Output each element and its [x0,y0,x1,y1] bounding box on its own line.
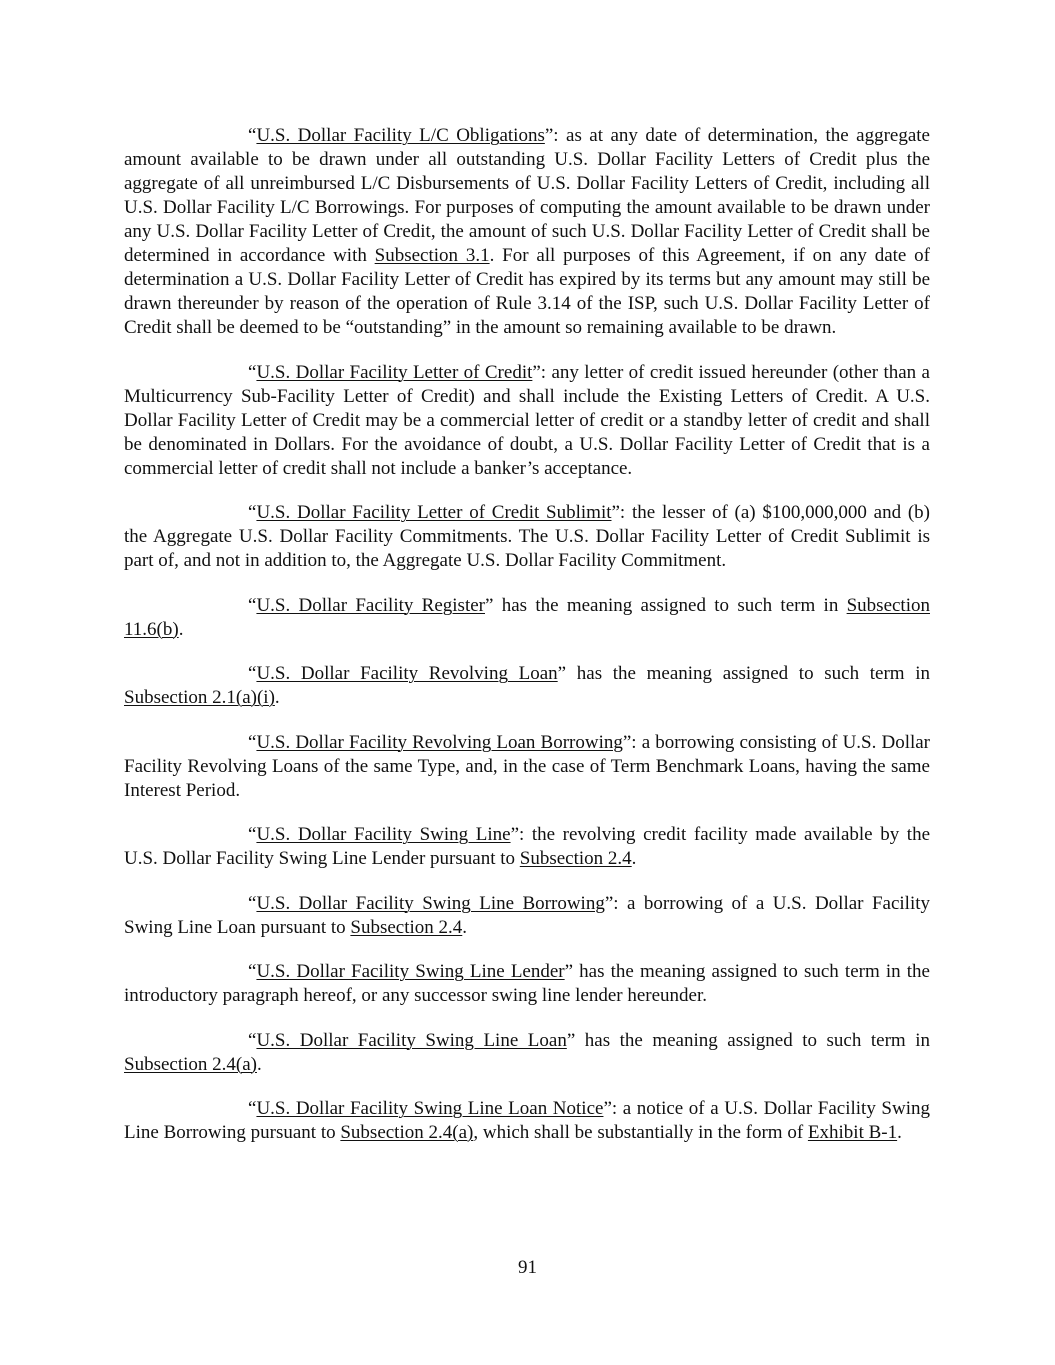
definition-paragraph [124,361,930,481]
open-quote: “ [248,961,257,982]
definition-text: ”: the revolving credit facility made available by the U.S. Dollar Facility Swing Line Lender pursuant to [124,824,930,869]
definition-text: . [274,687,280,708]
defined-term: U.S. Dollar Facility Letter of Credit Sublimit [256,502,612,523]
defined-term: U.S. Dollar Facility Swing Line [256,824,511,845]
open-quote: “ [248,824,257,845]
definition-text: ” has the meaning assigned to such term in [566,1029,930,1051]
definition-text: . [178,618,184,640]
definition-paragraph [124,501,930,573]
cross-reference: Subsection 2.4 [350,916,463,938]
defined-term: U.S. Dollar Facility Register [256,594,485,616]
definition-text: . [462,916,468,938]
defined-term: U.S. Dollar Facility Swing Line Borrowing [256,892,605,914]
definition-text: ” has the meaning assigned to such term in the introductory paragraph hereof, or any successor swing line lender hereunder. [124,961,930,1006]
definition-paragraph [124,594,930,642]
defined-term: U.S. Dollar Facility Swing Line Lender [256,961,565,982]
open-quote: “ [248,125,257,146]
definition-text: . For all purposes of this Agreement, if on any date of determination a U.S. Dollar Facility Letter of Credit has expired by its terms but any amount may still be drawn thereunder by reason of the operation of Rule 3.14 of the ISP, such U.S. Dollar Facility Letter of Credit shall be deemed to be “outstanding” in the amount so remaining available to be drawn. [124,245,930,338]
cross-reference: Exhibit B-1 [807,1122,898,1143]
definition-text: ”: the lesser of (a) $100,000,000 and (b) the Aggregate U.S. Dollar Facility Commitments. The U.S. Dollar Facility Letter of Credit Sublimit is part of, and not in addition to, the Aggregate U.S. Dollar Facility Commitment. [124,502,930,571]
definition-paragraph [124,1029,930,1077]
open-quote: “ [248,361,257,383]
open-quote: “ [248,731,257,753]
definition-text: ”: a borrowing of a U.S. Dollar Facility Swing Line Loan pursuant to [124,892,931,938]
open-quote: “ [248,1029,257,1051]
defined-term: U.S. Dollar Facility Swing Line Loan [256,1029,567,1051]
definition-text: ”: a borrowing consisting of U.S. Dollar Facility Revolving Loans of the same Type, and, in the case of Term Benchmark Loans, having the same Interest Period. [124,731,931,801]
definition-text: ” has the meaning assigned to such term in [485,594,847,616]
page-number: 91 [518,1257,537,1278]
cross-reference: Subsection 2.1(a)(i) [124,687,275,708]
open-quote: “ [248,892,257,914]
cross-reference: Subsection 3.1 [374,245,490,266]
open-quote: “ [248,594,257,616]
cross-reference: Subsection 2.4(a) [124,1053,257,1075]
open-quote: “ [248,1098,257,1119]
defined-term: U.S. Dollar Facility Revolving Loan [256,663,558,684]
definition-text: . [897,1122,902,1143]
definition-paragraph [124,960,930,1008]
definition-text: ”: as at any date of determination, the aggregate amount available to be drawn under all outstanding U.S. Dollar Facility Letters of Credit plus the aggregate of all unreimbursed L/C Disbursements of U.S. Dollar Facility Letters of Credit, including all U.S. Dollar Facility L/C Borrowings. For purposes of computing the amount available to be drawn under any U.S. Dollar Facility Letter of Credit, the amount of such U.S. Dollar Facility Letter of Credit shall be determined in accordance with [124,125,930,266]
definition-text: ” has the meaning assigned to such term in [557,663,930,684]
definition-paragraph [124,124,930,340]
cross-reference: Subsection 2.4(a) [340,1122,474,1143]
definition-text: . [631,848,637,869]
defined-term: U.S. Dollar Facility Swing Line Loan Notice [256,1098,604,1119]
cross-reference: Subsection 2.4 [519,848,632,869]
definition-paragraph [124,1097,930,1145]
definition-paragraph [124,892,930,940]
defined-term: U.S. Dollar Facility L/C Obligations [256,125,545,146]
open-quote: “ [248,663,257,684]
definition-text: . [256,1053,262,1075]
defined-term: U.S. Dollar Facility Letter of Credit [256,361,533,383]
defined-term: U.S. Dollar Facility Revolving Loan Borrowing [256,731,623,753]
definition-text: , which shall be substantially in the form of [473,1122,808,1143]
definition-text: ”: any letter of credit issued hereunder (other than a Multicurrency Sub-Facility Letter of Credit) and shall include the Existing Letters of Credit. A U.S. Dollar Facility Letter of Credit may be a commercial letter of credit or a standby letter of credit and shall be denominated in Dollars. For the avoidance of doubt, a U.S. Dollar Facility Letter of Credit that is a commercial letter of credit shall not include a banker’s acceptance. [124,361,930,479]
definition-paragraph [124,662,930,710]
definitions-section [124,124,930,1166]
definition-paragraph [124,731,930,803]
open-quote: “ [248,502,257,523]
cross-reference: Subsection 11.6(b) [124,594,930,640]
definition-paragraph [124,823,930,871]
definition-text: ”: a notice of a U.S. Dollar Facility Swing Line Borrowing pursuant to [124,1098,930,1143]
